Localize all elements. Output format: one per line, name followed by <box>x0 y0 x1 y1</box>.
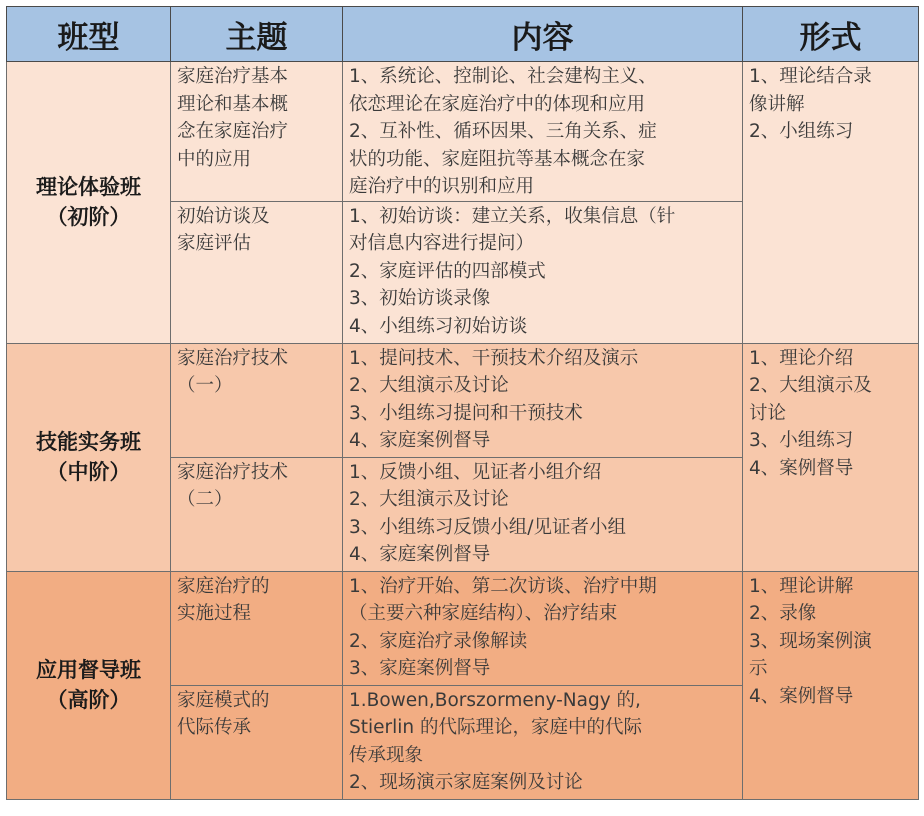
topic-line: 家庭评估 <box>177 233 252 254</box>
topic-line: （一） <box>177 375 233 396</box>
format-line: 4、案例督导 <box>749 457 854 479</box>
content-line: 1、治疗开始、第二次访谈、治疗中期 <box>349 575 657 597</box>
format-cell <box>743 571 919 799</box>
header-content: 内容 <box>343 7 743 62</box>
format-line: 3、小组练习 <box>749 430 854 451</box>
class-cell-beginner <box>7 62 171 344</box>
content-line: （主要六种家庭结构）、治疗结束 <box>349 603 618 624</box>
format-line: 2、录像 <box>749 603 817 624</box>
content-cell <box>343 343 743 457</box>
header-topic: 主题 <box>171 7 343 62</box>
format-line: 1、理论结合录 <box>749 66 872 87</box>
content-line: 1、提问技术、干预技术介绍及演示 <box>349 347 639 369</box>
content-line: 4、家庭案例督导 <box>349 544 491 565</box>
topic-line: 念在家庭治疗 <box>177 121 289 142</box>
header-format: 形式 <box>743 7 919 62</box>
header-row <box>7 7 919 62</box>
table-row <box>7 62 919 202</box>
content-line: 2、家庭治疗录像解读 <box>349 630 528 652</box>
table-row <box>7 571 919 685</box>
topic-line: 中的应用 <box>177 148 252 170</box>
topic-cell <box>171 685 343 799</box>
content-line: 2、大组演示及讨论 <box>349 375 509 396</box>
format-cell <box>743 343 919 571</box>
class-level: （高阶） <box>46 688 131 712</box>
content-line: 2、大组演示及讨论 <box>349 489 509 510</box>
format-line: 3、现场案例演 <box>749 630 872 652</box>
topic-cell <box>171 62 343 202</box>
content-line: 传承现象 <box>349 744 424 766</box>
content-cell <box>343 62 743 202</box>
content-line: 3、小组练习提问和干预技术 <box>349 402 583 424</box>
content-line: 1、系统论、控制论、社会建构主义、 <box>349 66 657 87</box>
format-cell <box>743 62 919 344</box>
class-level: （中阶） <box>46 460 131 484</box>
content-line: 2、现场演示家庭案例及讨论 <box>349 772 583 793</box>
topic-line: （二） <box>177 489 233 510</box>
content-cell <box>343 571 743 685</box>
class-cell-advanced <box>7 571 171 799</box>
format-line: 2、小组练习 <box>749 121 854 142</box>
topic-line: 代际传承 <box>177 717 252 738</box>
topic-cell <box>171 571 343 685</box>
content-line: 4、小组练习初始访谈 <box>349 315 528 337</box>
topic-line: 家庭治疗基本 <box>177 66 289 87</box>
format-line: 讨论 <box>749 402 787 424</box>
content-line: 2、互补性、循环因果、三角关系、症 <box>349 121 657 142</box>
topic-line: 实施过程 <box>177 603 252 624</box>
topic-line: 理论和基本概 <box>177 93 289 115</box>
class-name: 应用督导班 <box>36 658 141 682</box>
topic-line: 家庭模式的 <box>177 689 270 711</box>
content-line: 2、家庭评估的四部模式 <box>349 260 546 282</box>
content-line: 依恋理论在家庭治疗中的体现和应用 <box>349 93 646 115</box>
topic-cell <box>171 343 343 457</box>
format-line: 像讲解 <box>749 93 805 115</box>
format-line: 1、理论介绍 <box>749 347 854 369</box>
content-line: 3、家庭案例督导 <box>349 658 491 679</box>
topic-line: 初始访谈及 <box>177 205 270 227</box>
content-cell <box>343 457 743 571</box>
content-line: 3、小组练习反馈小组/见证者小组 <box>349 516 627 538</box>
course-table <box>6 6 919 800</box>
class-level: （初阶） <box>46 205 131 230</box>
content-line: 3、初始访谈录像 <box>349 288 491 309</box>
content-cell <box>343 685 743 799</box>
format-line: 2、大组演示及 <box>749 375 872 396</box>
content-line: 4、家庭案例督导 <box>349 430 491 451</box>
topic-line: 家庭治疗技术 <box>177 347 289 369</box>
content-line: Stierlin 的代际理论，家庭中的代际 <box>349 717 643 738</box>
topic-cell <box>171 201 343 343</box>
header-class-type: 班型 <box>7 7 171 62</box>
content-line: 庭治疗中的识别和应用 <box>349 176 535 197</box>
content-line: 1.Bowen,Borszormeny-Nagy 的, <box>349 689 641 711</box>
class-name: 技能实务班 <box>36 430 141 454</box>
format-line: 4、案例督导 <box>749 685 854 707</box>
format-line: 1、理论讲解 <box>749 575 854 597</box>
content-line: 1、初始访谈：建立关系，收集信息（针 <box>349 205 676 227</box>
content-cell <box>343 201 743 343</box>
format-line: 示 <box>749 658 768 679</box>
class-name: 理论体验班 <box>36 175 141 200</box>
topic-line: 家庭治疗的 <box>177 575 270 597</box>
topic-cell <box>171 457 343 571</box>
table-row <box>7 343 919 457</box>
class-cell-intermediate <box>7 343 171 571</box>
topic-line: 家庭治疗技术 <box>177 461 289 483</box>
content-line: 对信息内容进行提问） <box>349 233 535 254</box>
content-line: 1、反馈小组、见证者小组介绍 <box>349 461 602 483</box>
content-line: 状的功能、家庭阻抗等基本概念在家 <box>349 148 646 170</box>
